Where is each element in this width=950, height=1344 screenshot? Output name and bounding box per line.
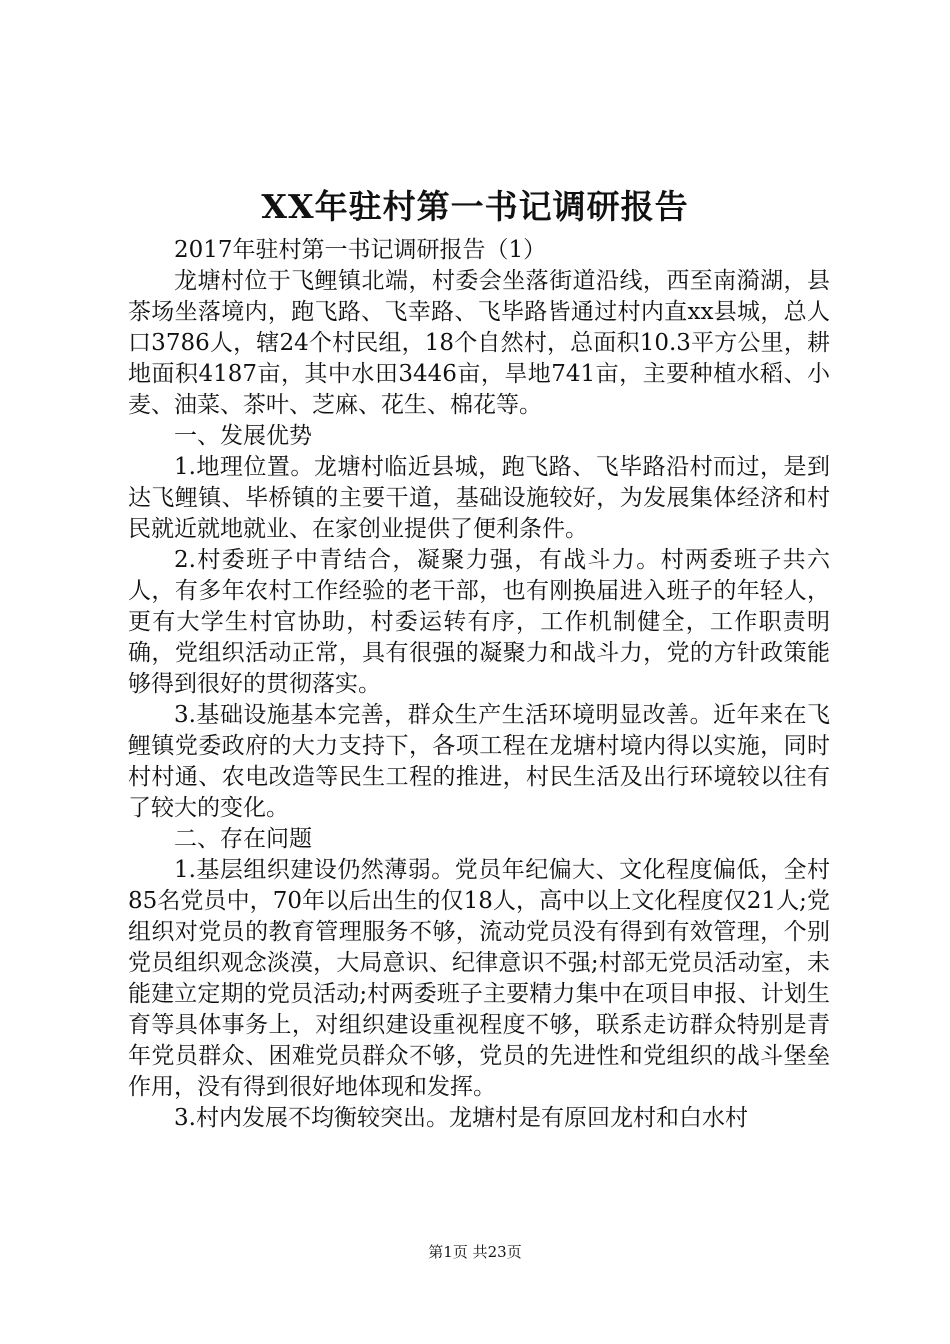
problem-paragraph-1: 1.基层组织建设仍然薄弱。党员年纪偏大、文化程度偏低，全村85名党员中，70年以后出生的仅18人，高中以上文化程度仅21人;党组织对党员的教育管理服务不够，流动党员没有得到有效管理，个别党员组织观念淡漠，大局意识、纪律意识不强;村部无党员活动室，未能建立定期的党员活动;村两委班子主要精力集中在项目申报、计划生育等具体事务上，对组织建设重视程度不够，联系走访群众特别是青年党员群众、困难党员群众不够，党员的先进性和党组织的战斗堡垒作用，没有得到很好地体现和发挥。 <box>128 857 830 1100</box>
problem-paragraph-3: 3.村内发展不均衡较突出。龙塘村是有原回龙村和白水村 <box>174 1105 748 1131</box>
advantage-paragraph-3: 3.基础设施基本完善，群众生产生活环境明显改善。近年来在飞鲤镇党委政府的大力支持下，各项工程在龙塘村境内得以实施，同时村村通、农电改造等民生工程的推进，村民生活及出行环境较以往有了较大的变化。 <box>128 702 830 821</box>
document-title: XX年驻村第一书记调研报告 <box>261 187 689 226</box>
page-number-footer: 第1页 共23页 <box>428 1243 522 1261</box>
intro-paragraph: 龙塘村位于飞鲤镇北端，村委会坐落街道沿线，西至南漪湖，县茶场坐落境内，跑飞路、飞幸路、飞毕路皆通过村内直xx县城，总人口3786人，辖24个村民组，18个自然村，总面积10.3平方公里，耕地面积4187亩，其中水田3446亩，旱地741亩，主要种植水稻、小麦、油菜、茶叶、芝麻、花生、棉花等。 <box>128 268 830 418</box>
advantage-paragraph-1: 1.地理位置。龙塘村临近县城，跑飞路、飞毕路沿村而过，是到达飞鲤镇、毕桥镇的主要干道，基础设施较好，为发展集体经济和村民就近就地就业、在家创业提供了便利条件。 <box>128 454 830 542</box>
section-heading-advantages: 一、发展优势 <box>174 423 312 449</box>
section-heading-problems: 二、存在问题 <box>174 826 312 852</box>
subtitle-paragraph: 2017年驻村第一书记调研报告（1） <box>174 237 547 263</box>
document-body <box>128 235 830 1134</box>
advantage-paragraph-2: 2.村委班子中青结合，凝聚力强，有战斗力。村两委班子共六人，有多年农村工作经验的老干部，也有刚换届进入班子的年轻人，更有大学生村官协助，村委运转有序，工作机制健全，工作职责明确，党组织活动正常，具有很强的凝聚力和战斗力，党的方针政策能够得到很好的贯彻落实。 <box>128 547 830 697</box>
